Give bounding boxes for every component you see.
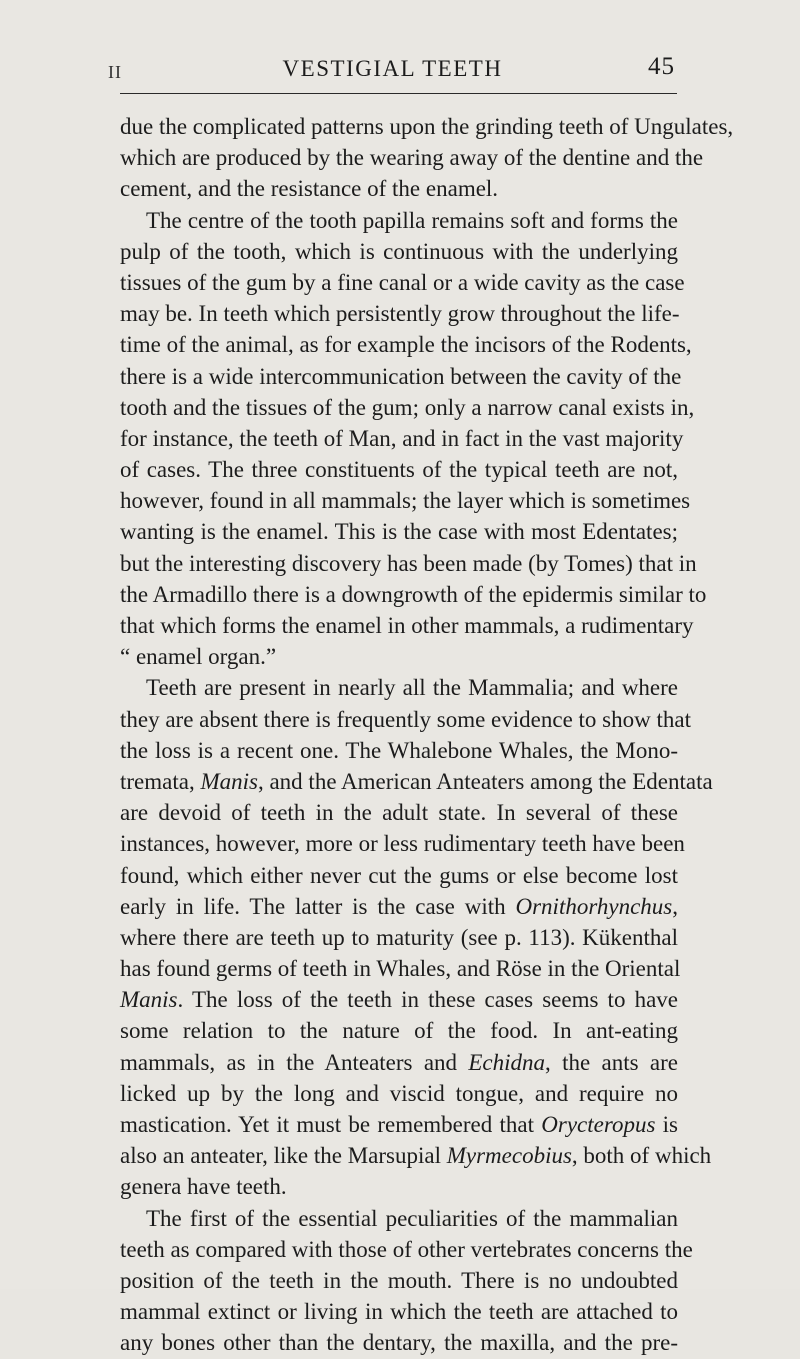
text-line: early in life. The latter is the case with Ornithorhynchus, [120,893,678,919]
text-line: mammals, as in the Anteaters and Echidna, the ants are [120,1049,678,1075]
text-line: has found germs of teeth in Whales, and Röse in the Oriental [120,956,681,982]
text-line: found, which either never cut the gums or else become lost [120,862,678,888]
chapter-number: II [108,62,122,82]
text-line: The first of the essential peculiarities of the mammalian [146,1205,678,1231]
text-line: Teeth are present in nearly all the Mammalia; and where [146,675,678,701]
text-line: pulp of the tooth, which is continuous with the underlying [120,238,678,264]
text-line: the Armadillo there is a downgrowth of the epidermis similar to [120,581,707,607]
text-line: tooth and the tissues of the gum; only a narrow canal exists in, [120,394,695,420]
text-line: any bones other than the dentary, the maxilla, and the pre- [120,1330,678,1356]
text-line: they are absent there is frequently some evidence to show that [120,706,691,732]
body-text [120,111,734,1359]
text-line: of cases. The three constituents of the typical teeth are not, [120,457,678,483]
text-line: wanting is the enamel. This is the case with most Edentates; [120,519,678,545]
text-line: also an anteater, like the Marsupial Myrmecobius, both of which [120,1143,712,1169]
text-line: time of the animal, as for example the incisors of the Rodents, [120,332,692,358]
text-line: instances, however, more or less rudimentary teeth have been [120,831,685,857]
text-line: position of the teeth in the mouth. There is no undoubted [120,1267,678,1293]
text-line: are devoid of teeth in the adult state. In several of these [120,800,678,826]
text-line: some relation to the nature of the food. In ant-eating [120,1018,678,1044]
text-line: but the interesting discovery has been made (by Tomes) that in [120,550,697,576]
text-line: that which forms the enamel in other mammals, a rudimentary [120,613,694,638]
text-line: where there are teeth up to maturity (see p. 113). Kükenthal [120,924,678,950]
text-line: mastication. Yet it must be remembered that Orycteropus is [120,1112,678,1137]
page-header [110,50,675,90]
text-line: however, found in all mammals; the layer which is sometimes [120,488,691,514]
text-line: licked up by the long and viscid tongue, and require no [120,1080,678,1106]
text-line: may be. In teeth which persistently grow throughout the life- [120,301,680,327]
page-number: 45 [648,53,675,80]
header-rule [120,93,677,94]
text-line: the loss is a recent one. The Whalebone Whales, the Mono- [120,737,678,763]
text-line: tissues of the gum by a fine canal or a wide cavity as the case [120,269,685,295]
text-line: mammal extinct or living in which the teeth are attached to [120,1299,678,1325]
text-line: teeth as compared with those of other vertebrates concerns the [120,1236,693,1262]
text-line: The centre of the tooth papilla remains soft and forms the [146,207,678,233]
text-line: cement, and the resistance of the enamel. [120,176,499,202]
text-line: tremata, Manis, and the American Anteaters among the Edentata [120,768,713,794]
text-line: “ enamel organ.” [120,644,277,670]
text-line: genera have teeth. [120,1174,287,1200]
text-line: due the complicated patterns upon the grinding teeth of Ungulates, [120,114,734,139]
text-line: which are produced by the wearing away of the dentine and the [120,145,704,171]
running-title: VESTIGIAL TEETH [282,56,503,81]
text-line: there is a wide intercommunication between the cavity of the [120,363,682,389]
text-line: Manis. The loss of the teeth in these cases seems to have [120,987,678,1013]
text-line: for instance, the teeth of Man, and in fact in the vast majority [120,425,684,451]
